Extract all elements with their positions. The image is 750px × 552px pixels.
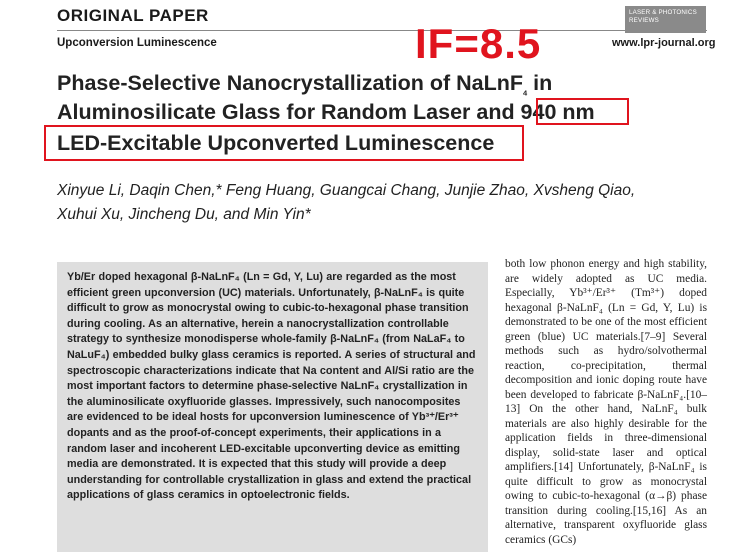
section-label: Upconversion Luminescence bbox=[57, 37, 217, 49]
header-divider bbox=[57, 30, 707, 31]
authors-line-1: Xinyue Li, Daqin Chen,* Feng Huang, Guangcai Chang, Junjie Zhao, Xvsheng Qiao, bbox=[57, 182, 636, 199]
title-line-2: Aluminosilicate Glass for Random Laser and 940 nm bbox=[57, 100, 595, 124]
title-line-1-text: Phase-Selective Nanocrystallization of NaLnF bbox=[57, 71, 523, 95]
article-type-label: ORIGINAL PAPER bbox=[57, 6, 209, 25]
title-line-1 bbox=[57, 71, 552, 96]
title-line-1-end: in bbox=[527, 71, 553, 95]
impact-factor-annotation: IF=8.5 bbox=[415, 20, 542, 67]
authors-line-2: Xuhui Xu, Jincheng Du, and Min Yin* bbox=[57, 206, 311, 223]
journal-url[interactable]: www.lpr-journal.org bbox=[612, 37, 716, 49]
highlight-box-led bbox=[44, 125, 524, 161]
highlight-box-940nm bbox=[536, 98, 629, 125]
abstract-box bbox=[57, 262, 488, 552]
abstract-text: Yb/Er doped hexagonal β-NaLnF₄ (Ln = Gd, Y, Lu) are regarded as the most efficient green upconversion (UC) materials. Unfortunately, β-NaLnF₄ is quite difficult to grow as monocrystal owing to cubic-to-hexagonal phase transition during cooling. As an alternative, herein a nanocrystallization controllable strategy to synthesize monodisperse whole-family β-NaLnF₄ (from NaLaF₄ to NaLuF₄) embedded bulky glass ceramics is reported. A series of structural and spectroscopic characterizations indicate that Na content and Al/Si ratio are the most important factors to determine phase-selective NaLnF₄ crystallization in the aluminosilicate oxyfluoride glasses. Impressively, such nanocomposites are evidenced to be ideal hosts for upconversion luminescence of Yb³⁺/Er³⁺ dopants and as the proof-of-concept experiments, their applications in a random laser and incoherent LED-excitable upconverting device as emitting media are demonstrated. It is expected that this study will provide a deep understanding for controllable crystallization in glass and extend the practical applications of glass ceramics in optoelectronic fields. bbox=[67, 271, 476, 502]
journal-logo: LASER & PHOTONICS REVIEWS bbox=[625, 6, 706, 33]
title-line-3: LED-Excitable Upconverted Luminescence bbox=[57, 131, 495, 155]
body-column-text: both low phonon energy and high stability, are widely adopted as UC media. Especially, Yb³⁺/Er³⁺ (Tm³⁺) doped hexagonal β-NaLnF₄ (Ln = Gd, Y, Lu) is demonstrated to be one of the most efficient green (blue) UC materials.[7–9] Several methods such as hydro/solvothermal reaction, co-precipitation, thermal decomposition and ionic doping route have been developed to fabricate β-NaLnF₄.[10–13] On the other hand, NaLnF₄ bulk materials are also highly desirable for the application fields in three-dimensional display, solid-state laser and optical amplifiers.[14] Unfortunately, β-NaLnF₄ is quite difficult to grow as monocrystal owing to cubic-to-hexagonal (α→β) phase transition during cooling.[15,16] As an alternative, transparent oxyfluoride glass ceramics (GCs) bbox=[505, 258, 707, 546]
title-subscript: 4 bbox=[522, 88, 528, 98]
